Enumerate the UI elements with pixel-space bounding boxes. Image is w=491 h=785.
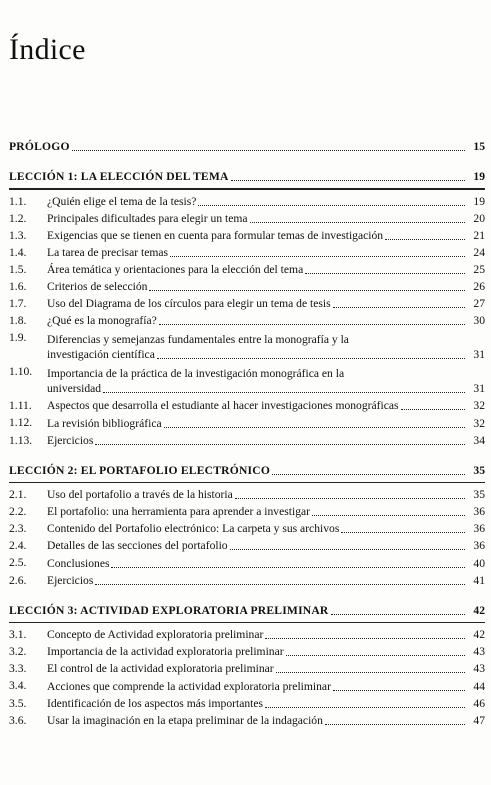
- toc-entry-page: 36: [473, 522, 485, 536]
- leader-dots: [385, 239, 465, 240]
- toc-entry-text: Principales dificultades para elegir un tema: [47, 211, 248, 225]
- toc-entry-body: [47, 279, 485, 294]
- leader-dots: [235, 498, 465, 499]
- leader-dots: [265, 638, 465, 639]
- leader-dots: [231, 180, 465, 181]
- toc-entry-page: 46: [473, 696, 485, 710]
- toc-entry-body: [47, 521, 485, 536]
- leader-dots: [401, 409, 465, 410]
- leader-dots: [103, 392, 465, 393]
- toc-entry-body: [47, 366, 485, 396]
- toc-entry-number: 2.5.: [9, 556, 27, 570]
- toc-entry-number: 2.4.: [9, 539, 27, 553]
- heading-rule: [9, 622, 485, 623]
- toc-entry-text-continued: universidad: [47, 382, 102, 396]
- toc-heading[interactable]: [9, 167, 485, 184]
- toc-entry-body: [47, 245, 485, 260]
- toc-entry[interactable]: [9, 571, 485, 588]
- toc-entry[interactable]: [9, 413, 485, 430]
- toc-entry-page: 34: [473, 433, 485, 447]
- leader-dots: [276, 672, 465, 673]
- toc-entry[interactable]: [9, 209, 485, 226]
- leader-dots: [159, 324, 465, 325]
- toc-heading-page: 35: [473, 463, 485, 477]
- toc-entry-body: [47, 644, 485, 659]
- toc-entry[interactable]: [9, 396, 485, 413]
- toc-entry-number: 1.7.: [9, 297, 27, 311]
- leader-dots: [111, 567, 465, 568]
- toc-entry-body: [47, 228, 485, 243]
- toc-entry-body: [47, 433, 485, 448]
- leader-dots: [149, 290, 465, 291]
- toc-entry-text: Importancia de la práctica de la investigación monográfica en la: [47, 367, 345, 381]
- toc-entry[interactable]: [9, 694, 485, 711]
- toc-heading-text: LECCIÓN 2: EL PORTAFOLIO ELECTRÓNICO: [9, 463, 271, 477]
- toc-entry-page: 35: [473, 488, 485, 502]
- toc-entry-continuation: [47, 347, 485, 362]
- table-of-contents: [9, 137, 485, 728]
- toc-entry-page: 44: [473, 679, 485, 693]
- toc-entry-page: 36: [473, 539, 485, 553]
- leader-dots: [170, 256, 465, 257]
- toc-entry[interactable]: [9, 485, 485, 502]
- toc-entry-page: 43: [473, 662, 485, 676]
- toc-entry[interactable]: [9, 711, 485, 728]
- leader-dots: [250, 222, 465, 223]
- toc-heading-text: PRÓLOGO: [9, 140, 70, 154]
- toc-entry-text: ¿Quién elige el tema de la tesis?: [47, 194, 197, 208]
- toc-entry-text: El control de la actividad exploratoria preliminar: [47, 662, 274, 676]
- toc-entry-body: [47, 194, 485, 209]
- toc-entry-page: 47: [473, 713, 485, 727]
- leader-dots: [341, 532, 465, 533]
- toc-entry-number: 1.2.: [9, 211, 27, 225]
- toc-entry-text: Área temática y orientaciones para la elección del tema: [47, 263, 304, 277]
- toc-entry-number: 1.3.: [9, 228, 27, 242]
- leader-dots: [333, 690, 465, 691]
- toc-entry-text: Diferencias y semejanzas fundamentales entre la monografía y la: [47, 333, 349, 347]
- toc-entry-body: [47, 661, 485, 676]
- toc-entry-body: [47, 504, 485, 519]
- toc-entry-number: 1.4.: [9, 245, 27, 259]
- toc-entry[interactable]: [9, 502, 485, 519]
- toc-entry-body: [47, 416, 485, 431]
- toc-entry-page: 19: [473, 194, 485, 208]
- leader-dots: [157, 358, 465, 359]
- toc-entry-text: Usar la imaginación en la etapa preliminar de la indagación: [47, 713, 323, 727]
- toc-entry-text: Importancia de la actividad exploratoria preliminar: [47, 645, 284, 659]
- toc-entry-page: 21: [473, 228, 485, 242]
- toc-entry[interactable]: [9, 243, 485, 260]
- toc-entry-text: Uso del portafolio a través de la historia: [47, 488, 233, 502]
- toc-entry-body: [47, 696, 485, 711]
- toc-entry-number: 1.11.: [9, 399, 32, 413]
- toc-entry-number: 1.8.: [9, 314, 27, 328]
- toc-entry-number: 3.5.: [9, 696, 27, 710]
- leader-dots: [95, 444, 465, 445]
- page-title: Índice: [9, 33, 86, 67]
- toc-entry-body: [47, 398, 485, 413]
- leader-dots: [286, 655, 465, 656]
- toc-entry-body: [47, 556, 485, 571]
- toc-entry[interactable]: [9, 431, 485, 448]
- toc-entry-page: 36: [473, 505, 485, 519]
- toc-heading-body: [9, 603, 485, 618]
- toc-entry-number: 1.6.: [9, 280, 27, 294]
- toc-entry-body: [47, 211, 485, 226]
- toc-entry[interactable]: [9, 226, 485, 243]
- toc-entry[interactable]: [9, 277, 485, 294]
- toc-heading[interactable]: [9, 461, 485, 478]
- toc-entry-text: Ejercicios: [47, 573, 94, 587]
- toc-entry-text: ¿Qué es la monografía?: [47, 314, 157, 328]
- leader-dots: [272, 474, 465, 475]
- toc-entry-body: [47, 573, 485, 588]
- leader-dots: [312, 515, 465, 516]
- toc-entry-body: [47, 332, 485, 362]
- leader-dots: [305, 273, 465, 274]
- toc-entry[interactable]: [9, 519, 485, 536]
- toc-entry[interactable]: [9, 328, 485, 362]
- toc-entry[interactable]: [9, 192, 485, 209]
- toc-entry[interactable]: [9, 260, 485, 277]
- leader-dots: [198, 205, 465, 206]
- toc-entry-page: 30: [473, 314, 485, 328]
- toc-entry-text: Ejercicios: [47, 433, 94, 447]
- toc-entry[interactable]: [9, 362, 485, 396]
- toc-heading-text: LECCIÓN 3: ACTIVIDAD EXPLORATORIA PRELIMINAR: [9, 603, 329, 617]
- toc-heading-text: LECCIÓN 1: LA ELECCIÓN DEL TEMA: [9, 170, 229, 184]
- toc-heading-page: 42: [473, 603, 485, 617]
- toc-entry-number: 2.6.: [9, 573, 27, 587]
- toc-entry-number: 1.12.: [9, 416, 33, 430]
- toc-entry[interactable]: [9, 536, 485, 553]
- toc-entry-text: Concepto de Actividad exploratoria preliminar: [47, 628, 264, 642]
- leader-dots: [95, 584, 465, 585]
- toc-entry-number: 2.3.: [9, 522, 27, 536]
- toc-heading-page: 15: [473, 140, 485, 154]
- toc-entry-number: 3.3.: [9, 662, 27, 676]
- toc-entry-number: 3.1.: [9, 628, 27, 642]
- toc-entry[interactable]: [9, 676, 485, 693]
- toc-heading-body: [9, 463, 485, 478]
- toc-entry-page: 42: [473, 628, 485, 642]
- toc-entry-text: Exigencias que se tienen en cuenta para formular temas de investigación: [47, 228, 384, 242]
- toc-entry-page: 40: [473, 556, 485, 570]
- heading-rule: [9, 482, 485, 483]
- toc-entry-text: Aspectos que desarrolla el estudiante al hacer investigaciones monográficas: [47, 399, 399, 413]
- toc-entry-page: 26: [473, 280, 485, 294]
- toc-entry-text: Detalles de las secciones del portafolio: [47, 539, 228, 553]
- toc-entry-body: [47, 713, 485, 728]
- toc-entry-body: [47, 262, 485, 277]
- toc-heading[interactable]: [9, 137, 485, 154]
- toc-entry-page: 43: [473, 645, 485, 659]
- toc-entry-page: 31: [473, 348, 485, 362]
- leader-dots: [230, 549, 465, 550]
- toc-entry-body: [47, 538, 485, 553]
- toc-entry-body: [47, 296, 485, 311]
- toc-entry-text: Contenido del Portafolio electrónico: La carpeta y sus archivos: [47, 522, 340, 536]
- toc-entry-page: 32: [473, 399, 485, 413]
- toc-entry-text-continued: investigación científica: [47, 348, 155, 362]
- leader-dots: [333, 307, 465, 308]
- leader-dots: [265, 707, 465, 708]
- toc-entry-number: 3.6.: [9, 713, 27, 727]
- toc-entry-text: Identificación de los aspectos más importantes: [47, 696, 264, 710]
- toc-entry-text: La revisión bibliográfica: [47, 416, 162, 430]
- toc-entry-number: 2.2.: [9, 505, 27, 519]
- toc-entry-continuation: [47, 381, 485, 396]
- toc-entry-body: [47, 627, 485, 642]
- toc-entry[interactable]: [9, 311, 485, 328]
- leader-dots: [325, 724, 465, 725]
- toc-entry-text: Uso del Diagrama de los círculos para elegir un tema de tesis: [47, 297, 331, 311]
- toc-entry-text: La tarea de precisar temas: [47, 245, 169, 259]
- toc-entry-number: 1.10.: [9, 365, 33, 379]
- toc-entry-text: Acciones que comprende la actividad exploratoria preliminar: [47, 679, 331, 693]
- toc-entry-body: [47, 313, 485, 328]
- toc-entry-number: 1.1.: [9, 194, 27, 208]
- leader-dots: [72, 150, 465, 151]
- toc-entry[interactable]: [9, 294, 485, 311]
- leader-dots: [164, 427, 465, 428]
- leader-dots: [331, 614, 465, 615]
- toc-entry[interactable]: [9, 659, 485, 676]
- toc-entry[interactable]: [9, 553, 485, 570]
- toc-entry-page: 27: [473, 297, 485, 311]
- toc-entry[interactable]: [9, 625, 485, 642]
- toc-entry-page: 20: [473, 211, 485, 225]
- toc-heading-body: [9, 139, 485, 154]
- toc-entry-page: 31: [473, 382, 485, 396]
- toc-entry-number: 3.2.: [9, 645, 27, 659]
- toc-entry-body: [47, 487, 485, 502]
- toc-heading-body: [9, 169, 485, 184]
- toc-entry-number: 2.1.: [9, 488, 27, 502]
- toc-entry-number: 1.13.: [9, 433, 33, 447]
- toc-entry[interactable]: [9, 642, 485, 659]
- toc-entry-page: 25: [473, 263, 485, 277]
- toc-entry-number: 1.9.: [9, 331, 27, 345]
- toc-entry-text: Conclusiones: [47, 556, 110, 570]
- toc-heading[interactable]: [9, 601, 485, 618]
- toc-entry-body: [47, 679, 485, 694]
- toc-entry-text: Criterios de selección: [47, 280, 148, 294]
- toc-entry-number: 3.4.: [9, 679, 27, 693]
- toc-entry-page: 41: [473, 573, 485, 587]
- toc-entry-number: 1.5.: [9, 262, 27, 276]
- toc-heading-page: 19: [473, 170, 485, 184]
- heading-rule: [9, 188, 485, 189]
- toc-entry-page: 24: [473, 245, 485, 259]
- toc-entry-page: 32: [473, 416, 485, 430]
- toc-entry-text: El portafolio: una herramienta para aprender a investigar: [47, 505, 310, 519]
